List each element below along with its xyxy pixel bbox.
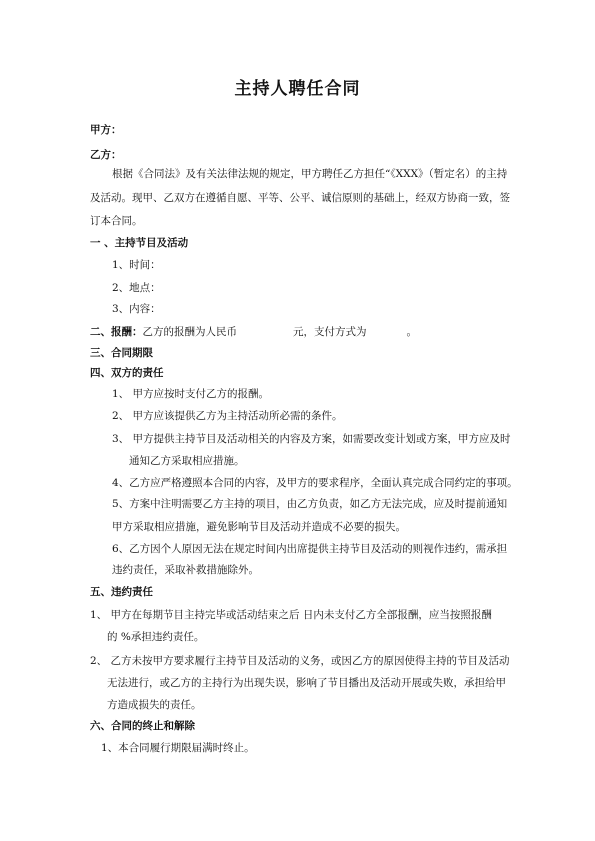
section-4-line: 1、 甲方应按时支付乙方的报酬。 xyxy=(112,388,270,400)
section-5-heading: 五、违约责任 xyxy=(90,586,153,598)
section-4-line: 5、方案中注明需要乙方主持的项目，由乙方负责，如乙方无法完成，应及时提前通知 xyxy=(112,498,508,510)
section-1-item: 1、时间： xyxy=(112,259,161,271)
section-5-line: 1、 甲方在每期节目主持完毕或活动结束之后 日内未支付乙方全部报酬，应当按照报酬 xyxy=(90,609,492,621)
section-4-line: 2、 甲方应该提供乙方为主持活动所必需的条件。 xyxy=(112,410,343,422)
section-5-line: 2、 乙方未按甲方要求履行主持节目及活动的义务，或因乙方的原因使得主持的节目及活动 xyxy=(90,655,510,667)
preamble-line-2: 及活动。现甲、乙双方在遵循自愿、平等、公平、诚信原则的基础上，经双方协商一致，签 xyxy=(90,192,510,204)
section-5-line: 方造成损失的责任。 xyxy=(107,699,202,711)
section-1-heading: 一 、主持节目及活动 xyxy=(90,237,189,249)
section-5-line: 无法进行，或乙方的主持行为出现失误，影响了节目播出及活动开展或失败，承担给甲 xyxy=(107,677,506,689)
document-title: 主持人聘任合同 xyxy=(234,79,361,99)
payment-method-text: 元，支付方式为 xyxy=(293,326,367,338)
section-2-end: 。 xyxy=(406,326,417,338)
preamble-line-3: 订本合同。 xyxy=(90,215,143,227)
section-1-item: 2、地点： xyxy=(112,282,161,294)
section-4-line: 通知乙方采取相应措施。 xyxy=(129,455,245,467)
section-4-line: 违约责任，采取补救措施除外。 xyxy=(112,564,259,576)
section-6-line: 1、本合同履行期限届满时终止。 xyxy=(101,742,255,754)
preamble-line-1: 根据《合同法》及有关法律法规的规定，甲方聘任乙方担任“《XXX》（暂定名）的主持 xyxy=(112,168,508,180)
section-2-line xyxy=(90,325,417,339)
section-4-heading: 四、双方的责任 xyxy=(90,367,164,379)
section-4-line: 4、乙方应严格遵照本合同的内容，及甲方的要求程序，全面认真完成合同约定的事项。 xyxy=(112,477,518,489)
section-4-line: 甲方采取相应措施，避免影响节目及活动并造成不必要的损失。 xyxy=(112,521,406,533)
remuneration-amount-text: 乙方的报酬为人民币 xyxy=(142,326,237,338)
section-2-heading: 二、报酬： xyxy=(90,326,143,338)
party-a-label: 甲方： xyxy=(90,124,122,136)
section-5-line: 的 %承担违约责任。 xyxy=(107,631,205,643)
section-1-item: 3、内容： xyxy=(112,303,161,315)
section-3-heading: 三、合同期限 xyxy=(90,347,153,359)
section-6-heading: 六、合同的终止和解除 xyxy=(90,720,195,732)
section-4-line: 3、 甲方提供主持节目及活动相关的内容及方案，如需要改变计划或方案，甲方应及时 xyxy=(112,433,511,445)
section-4-line: 6、乙方因个人原因无法在规定时间内出席提供主持节目及活动的则视作违约，需承担 xyxy=(112,543,508,555)
party-b-label: 乙方： xyxy=(90,149,122,161)
